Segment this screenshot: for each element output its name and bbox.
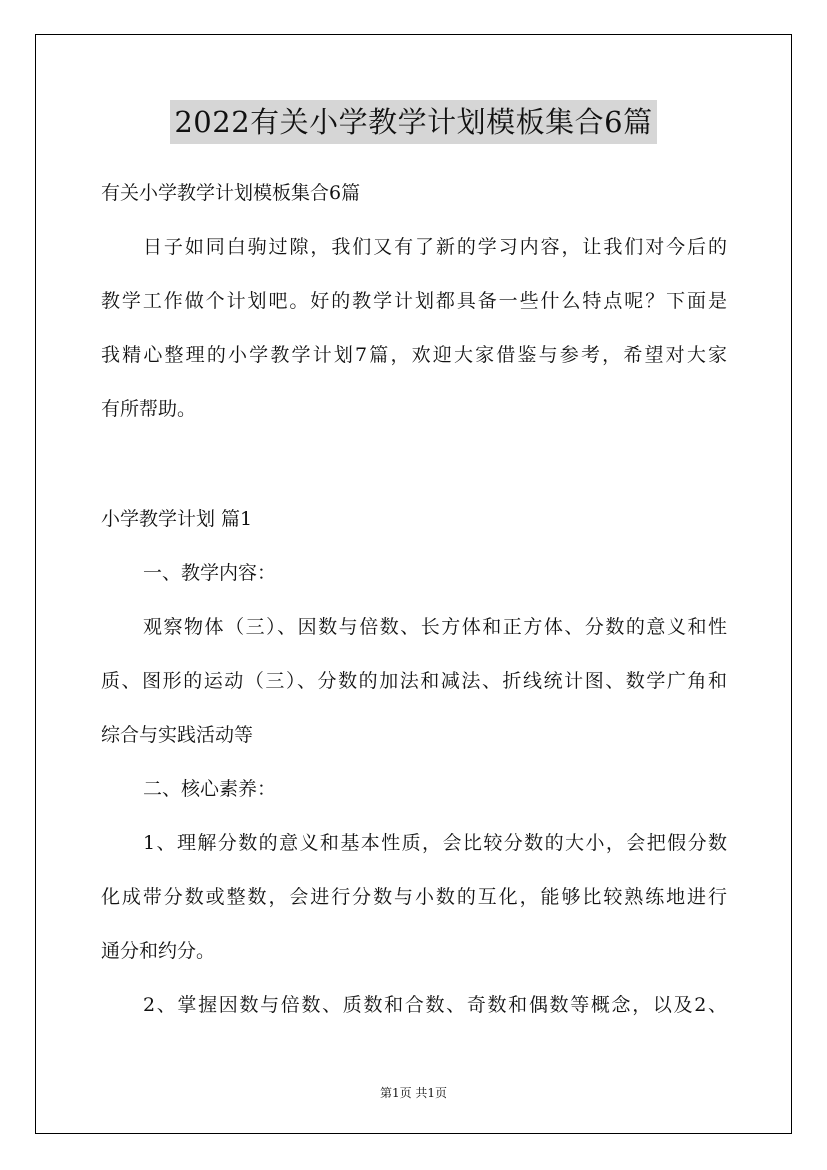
intro-line-4: 有所帮助。 <box>101 398 197 420</box>
intro-line-1: 日子如同白驹过隙，我们又有了新的学习内容，让我们对今后的 <box>143 236 727 258</box>
page-footer: 第1页 共1页 <box>379 1086 448 1100</box>
document-subtitle: 有关小学教学计划模板集合6篇 <box>101 182 361 204</box>
core-item1-line-2: 化成带分数或整数，会进行分数与小数的互化，能够比较熟练地进行 <box>101 886 727 908</box>
core-item1-line-1: 1、理解分数的意义和基本性质，会比较分数的大小，会把假分数 <box>143 832 727 854</box>
core-item2-line-1: 2、掌握因数与倍数、质数和合数、奇数和偶数等概念，以及2、 <box>143 994 727 1016</box>
intro-line-3: 我精心整理的小学教学计划7篇，欢迎大家借鉴与参考，希望对大家 <box>101 344 727 366</box>
document-title: 2022有关小学教学计划模板集合6篇 <box>170 100 656 144</box>
content-line-2: 质、图形的运动（三）、分数的加法和减法、折线统计图、数学广角和 <box>101 670 727 692</box>
intro-line-2: 教学工作做个计划吧。好的教学计划都具备一些什么特点呢？下面是 <box>101 290 727 312</box>
core-item1-line-3: 通分和约分。 <box>101 940 216 962</box>
section-heading: 小学教学计划 篇1 <box>101 508 253 530</box>
content-heading: 一、教学内容： <box>143 562 277 584</box>
core-heading: 二、核心素养： <box>143 778 277 800</box>
content-line-1: 观察物体（三）、因数与倍数、长方体和正方体、分数的意义和性 <box>143 616 727 638</box>
title-container <box>0 100 827 144</box>
content-line-3: 综合与实践活动等 <box>101 724 254 746</box>
